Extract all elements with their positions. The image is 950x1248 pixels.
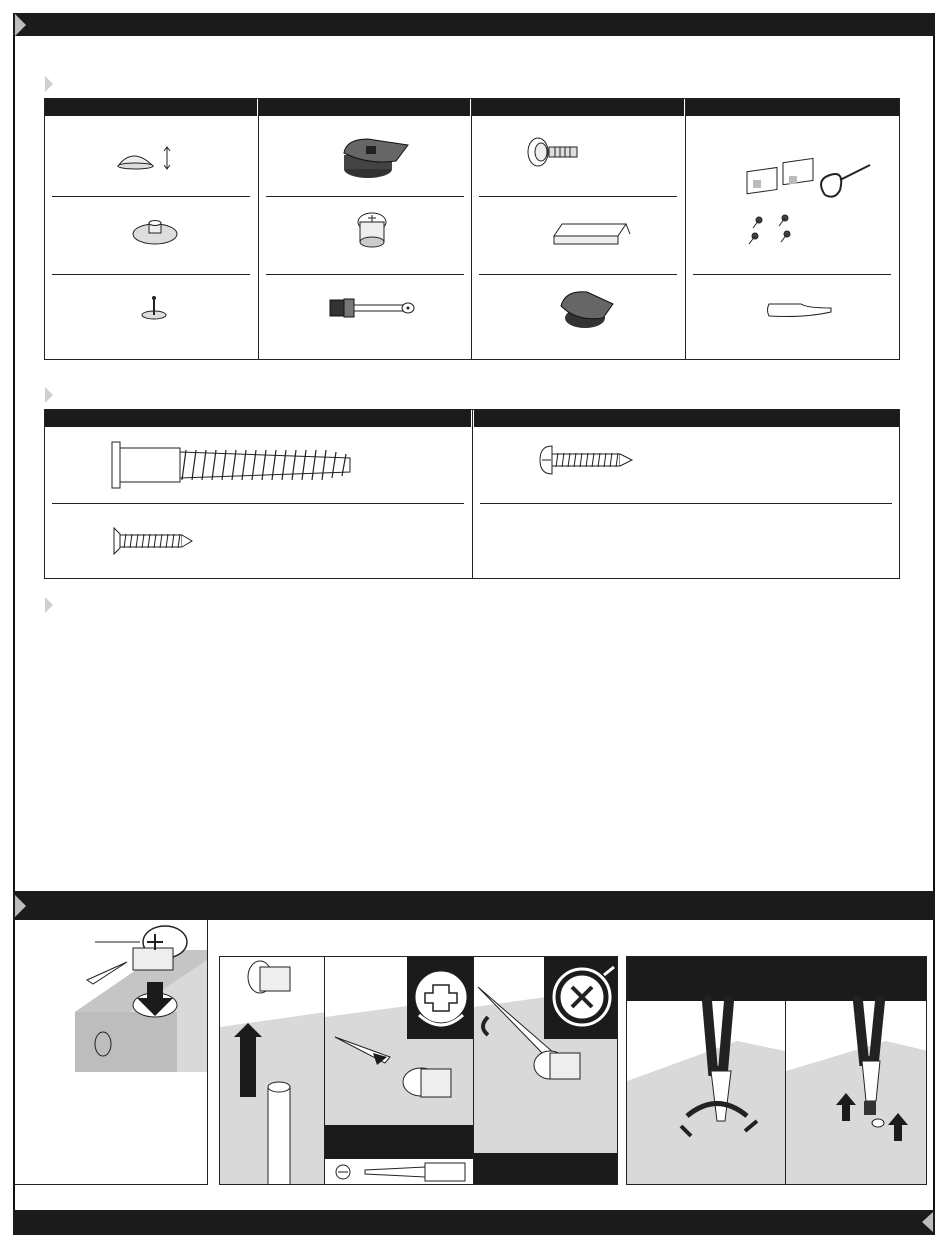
nail-pin-icon [140, 295, 170, 325]
pliers-pull-illustration [786, 1001, 927, 1185]
handle-icon [765, 298, 835, 323]
cam-lock-install-illustration [15, 920, 208, 1080]
page-turn-arrow-icon [922, 1212, 933, 1232]
step-panel-pliers [626, 956, 927, 1185]
step-panel-turn-cam [324, 956, 474, 1185]
shelf-clip-icon [550, 220, 635, 250]
section-arrow-icon [15, 14, 26, 36]
group-2-marker-icon [45, 387, 53, 403]
cam-dowel-icon [328, 294, 418, 324]
cam-lock-overview-panel [15, 920, 208, 1185]
wall-anchor-kit-icon [745, 160, 875, 250]
cam-cover-icon [557, 288, 617, 333]
cam-lock-housing-icon [338, 133, 413, 183]
top-section-bar [13, 13, 935, 36]
pliers-twist-illustration [627, 1001, 785, 1185]
bottom-page-bar [13, 1210, 935, 1235]
felt-pad-icon [115, 144, 175, 174]
group-3-marker-icon [45, 597, 53, 613]
cam-lock-icon [352, 210, 392, 255]
washer-pin-icon [130, 217, 180, 247]
thumb-screw-icon [527, 136, 582, 171]
section-arrow-icon [15, 895, 26, 917]
pliers-panel-header [627, 957, 927, 1001]
step-panel-rotate-cam [473, 956, 618, 1185]
turn-cam-illustration [325, 957, 474, 1185]
step-panel-remove-dowel [219, 956, 325, 1185]
cam-lock-section-bar [13, 891, 935, 920]
rotate-cam-illustration [474, 957, 618, 1185]
pan-head-screw-icon [538, 444, 638, 478]
dowel-lift-illustration [220, 957, 325, 1185]
long-screw-icon [110, 440, 360, 492]
group-1-marker-icon [45, 76, 53, 92]
flat-head-screw-icon [112, 526, 194, 556]
